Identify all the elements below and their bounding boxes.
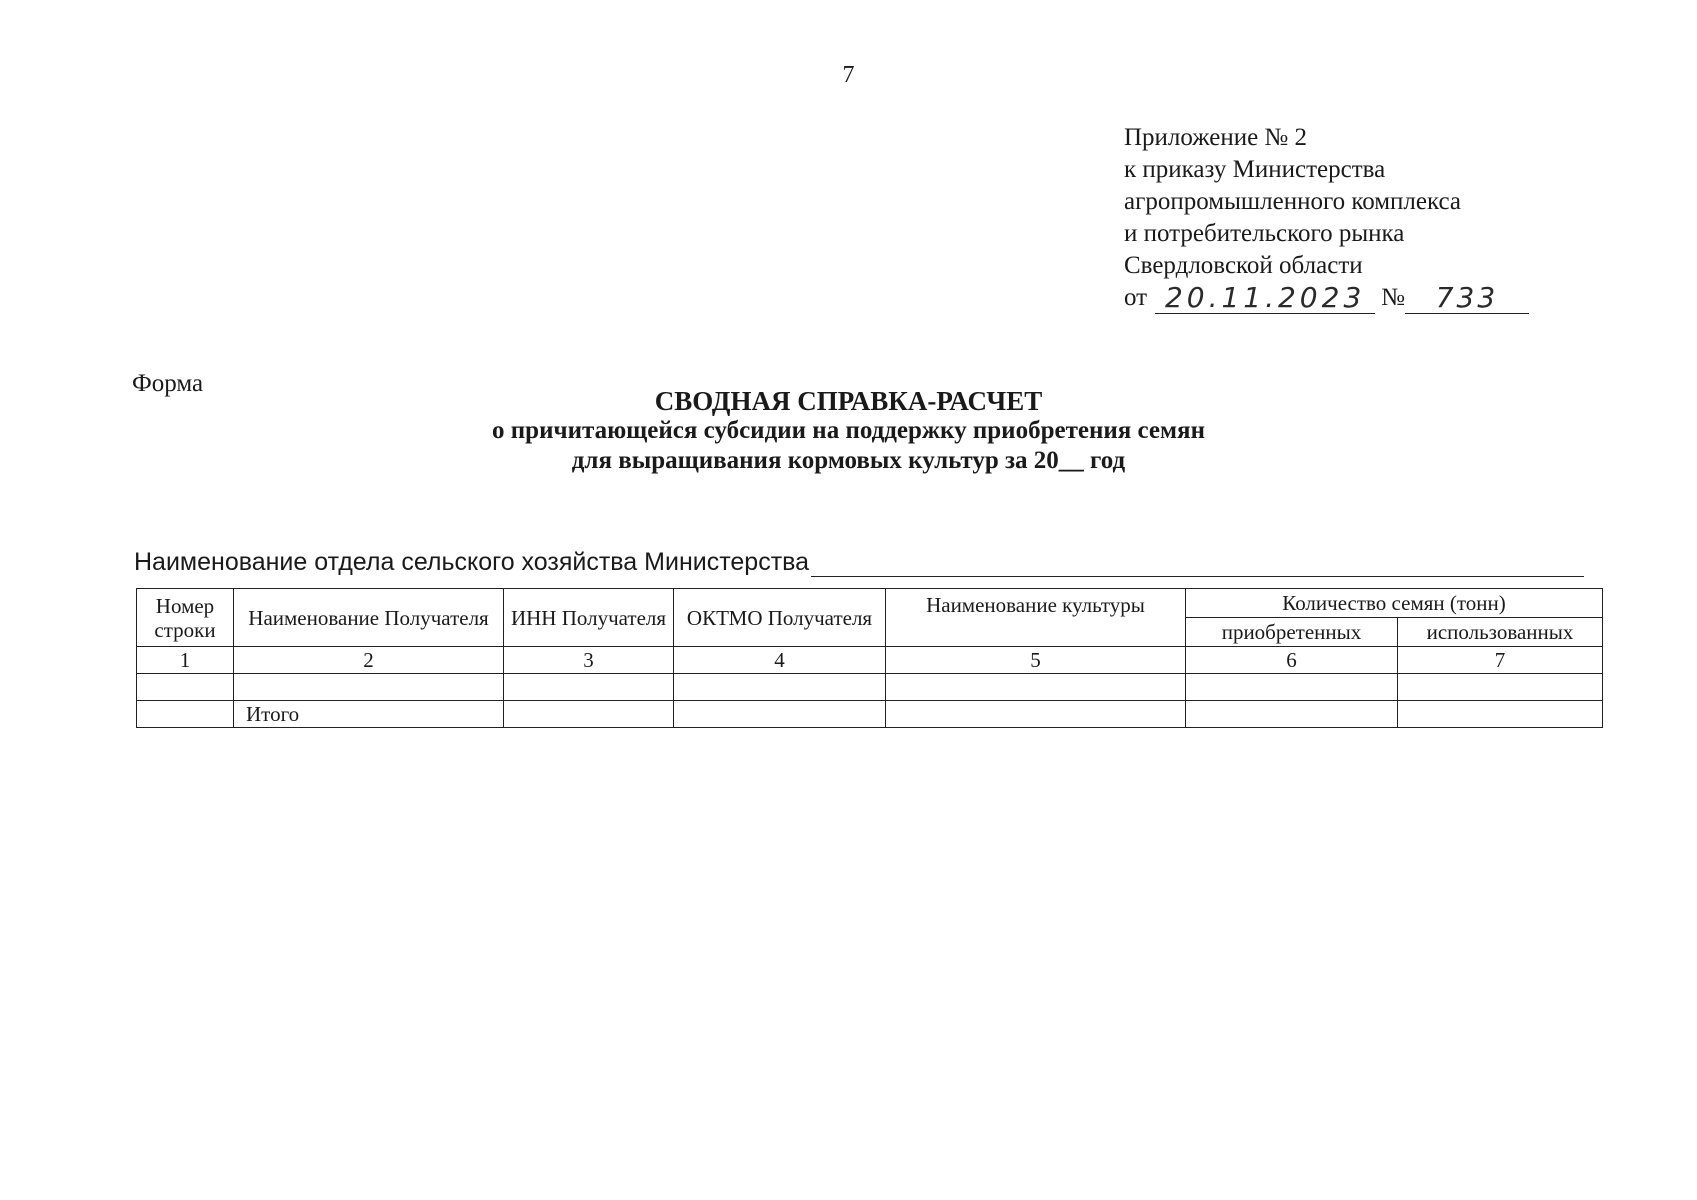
title-line: СВОДНАЯ СПРАВКА-РАСЧЕТ	[654, 386, 1043, 416]
from-label: от	[1124, 284, 1148, 311]
header-seed-quantity: Количество семян (тонн)	[1186, 589, 1603, 618]
column-index-row	[137, 647, 1603, 674]
table-cell	[1398, 674, 1603, 701]
header-purchased: приобретенных	[1186, 618, 1398, 647]
column-index: 7	[1398, 647, 1603, 674]
column-index: 2	[234, 647, 504, 674]
column-index: 6	[1186, 647, 1398, 674]
department-blank-line	[811, 554, 1584, 577]
header-used: использованных	[1398, 618, 1603, 647]
appendix-line: и потребительского рынка	[1124, 220, 1405, 247]
table-cell	[137, 674, 234, 701]
table-cell	[137, 701, 234, 728]
table-cell	[234, 674, 504, 701]
table-cell	[674, 674, 886, 701]
total-label: Итого	[234, 701, 504, 728]
header-inn: ИНН Получателя	[504, 589, 674, 647]
number-label: №	[1381, 284, 1405, 311]
table-cell	[1186, 701, 1398, 728]
column-index: 5	[886, 647, 1186, 674]
header-oktmo: ОКТМО Получателя	[674, 589, 886, 647]
header-recipient-name: Наименование Получателя	[234, 589, 504, 647]
header-crop-name: Наименование культуры	[886, 589, 1186, 647]
header-row	[137, 589, 1603, 618]
table-row	[137, 674, 1603, 701]
document-title	[0, 386, 1697, 476]
department-field	[134, 548, 1584, 577]
page-number: 7	[842, 62, 855, 88]
order-date: 20.11.2023	[1155, 283, 1375, 314]
subtitle-line: о причитающейся субсидии на поддержку приобретения семян	[492, 417, 1205, 444]
column-index: 4	[674, 647, 886, 674]
order-date-number	[1124, 282, 1584, 314]
header-row-number: Номер строки	[137, 589, 234, 647]
appendix-line: Приложение № 2	[1124, 124, 1308, 151]
table-cell	[886, 674, 1186, 701]
appendix-line: к приказу Министерства	[1124, 156, 1386, 183]
subtitle-line: для выращивания кормовых культур за 20__ год	[571, 447, 1126, 474]
table-cell	[1398, 701, 1603, 728]
appendix-line: агропромышленного комплекса	[1124, 188, 1462, 215]
table-cell	[886, 701, 1186, 728]
order-number: 733	[1405, 283, 1529, 314]
total-row	[137, 701, 1603, 728]
table-cell	[504, 701, 674, 728]
column-index: 3	[504, 647, 674, 674]
appendix-line: Свердловской области	[1124, 252, 1363, 279]
department-label: Наименование отдела сельского хозяйства Министерства	[134, 548, 810, 576]
table-cell	[1186, 674, 1398, 701]
column-index: 1	[137, 647, 234, 674]
form-label: Форма	[132, 370, 204, 397]
appendix-block	[1124, 122, 1584, 314]
table-cell	[504, 674, 674, 701]
table-cell	[674, 701, 886, 728]
summary-table	[136, 588, 1603, 728]
